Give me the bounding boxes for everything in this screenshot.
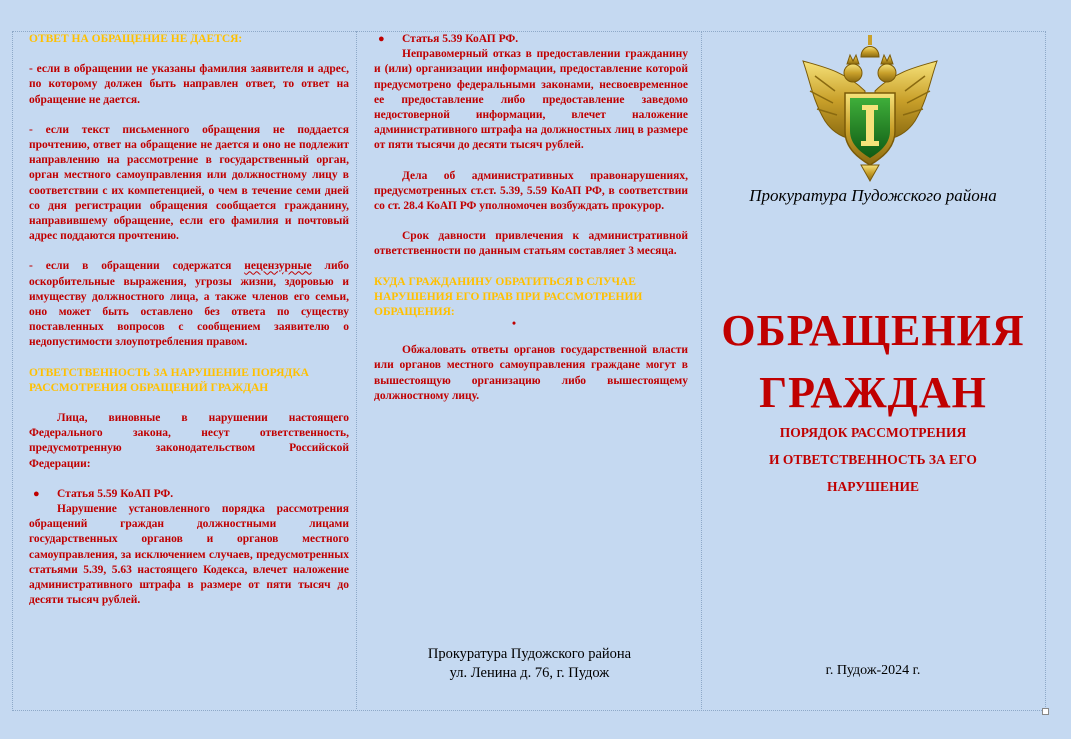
- footer-org: Прокуратура Пудожского района: [427, 646, 632, 662]
- subtitle-line3: НАРУШЕНИЕ: [827, 479, 919, 494]
- heading-responsibility: ОТВЕТСТВЕННОСТЬ ЗА НАРУШЕНИЕ ПОРЯДКА РАССМОТРЕНИЯ ОБРАЩЕНИЙ ГРАЖДАН: [29, 366, 309, 394]
- paragraph-prosecutor: Дела об административных правонарушениях, предусмотренных ст.ст. 5.39, 5.59 КоАП РФ, в соответствии со ст. 28.4 КоАП РФ уполномочен возбуждать прокурор.: [374, 169, 688, 213]
- misspelled-word: нецензурные: [244, 260, 312, 273]
- article-559-text: Нарушение установленного порядка рассмотрения обращений граждан должностными лицами государственных органов и органов местного самоуправления, за исключением случаев, предусмотренных статьями 5.39, 5.63 настоящего Кодекса, влечет наложение административного штрафа в размере от пяти тысяч до десяти тысяч рублей.: [29, 503, 349, 607]
- column-right: [702, 31, 1044, 709]
- heading-where-to-apply: КУДА ГРАЖДАНИНУ ОБРАТИТЬСЯ В СЛУЧАЕ НАРУШЕНИЯ ЕГО ПРАВ ПРИ РАССМОТРЕНИИ ОБРАЩЕНИЯ:: [374, 275, 643, 319]
- bullet-icon: ●: [33, 487, 40, 500]
- heading-no-answer: ОТВЕТ НА ОБРАЩЕНИЕ НЕ ДАЕТСЯ:: [29, 33, 243, 45]
- footer-street: ул. Ленина д. 76, г. Пудож: [449, 665, 610, 681]
- paragraph-no-name: - если в обращении не указаны фамилия заявителя и адрес, по которому должен быть направлен ответ, то ответ на обращение не дается.: [29, 63, 349, 106]
- footer-address: [357, 645, 702, 683]
- subtitle-line1: ПОРЯДОК РАССМОТРЕНИЯ: [779, 425, 967, 440]
- paragraph-unreadable: - если текст письменного обращения не поддается прочтению, ответ на обращение не дается и оно не подлежит направлению на рассмотрение в государственный орган, орган местного самоуправления или должностному лицу в соответствии с их компетенцией, о чем в течение семи дней со дня регистрации обращения сообщается гражданину, направившему обращение, если его фамилия и почтовый адрес поддаются прочтению.: [29, 123, 349, 243]
- org-title: Прокуратура Пудожского района: [749, 186, 997, 205]
- paragraph-appeal: Обжаловать ответы органов государственной власти или органов местного самоуправления граждане могут в вышестоящую организацию либо вышестоящему должностному лицу.: [374, 344, 688, 402]
- paragraph-limitation: Срок давности привлечения к административной ответственности по данным статьям составляет 3 месяца.: [374, 230, 688, 258]
- article-539: ● Статья 5.39 КоАП РФ.: [374, 32, 688, 47]
- bullet-icon: ●: [378, 33, 385, 45]
- subtitle-line2: И ОТВЕТСТВЕННОСТЬ ЗА ЕГО: [769, 452, 977, 467]
- article-539-text: Неправомерный отказ в предоставлении гражданину и (или) организации информации, предоставление которой предусмотрено федеральными законами, несвоевременное ее предоставление либо предоставление заведомо недостоверной информации, влечет наложение административного штрафа на должностных лиц в размере от пяти тысячи до десяти тысяч рублей.: [374, 48, 688, 152]
- main-title-line1: ОБРАЩЕНИЯ: [721, 306, 1025, 355]
- city-year: г. Пудож-2024 г.: [825, 663, 921, 678]
- paragraph-guilty: Лица, виновные в нарушении настоящего Федерального закона, несут ответственность, предусмотренную законодательством Российской Федерации:: [29, 412, 349, 470]
- resize-handle[interactable]: [1042, 708, 1049, 715]
- article-559: ● Статья 5.59 КоАП РФ.: [29, 487, 349, 502]
- prosecutor-emblem-icon: [795, 31, 945, 191]
- main-title-line2: ГРАЖДАН: [759, 368, 987, 417]
- paragraph-obscene: - если в обращении содержатся нецензурные либо оскорбительные выражения, угрозы жизни, здоровью и имуществу должностного лица, а также членов его семьи, оно может быть оставлено без ответа по существу поставленных вопросов с сообщением заявителю о недопустимости злоупотребления правом.: [29, 260, 349, 349]
- column-left: [12, 31, 357, 709]
- bullet-icon: •: [511, 318, 517, 331]
- column-middle: [357, 31, 702, 709]
